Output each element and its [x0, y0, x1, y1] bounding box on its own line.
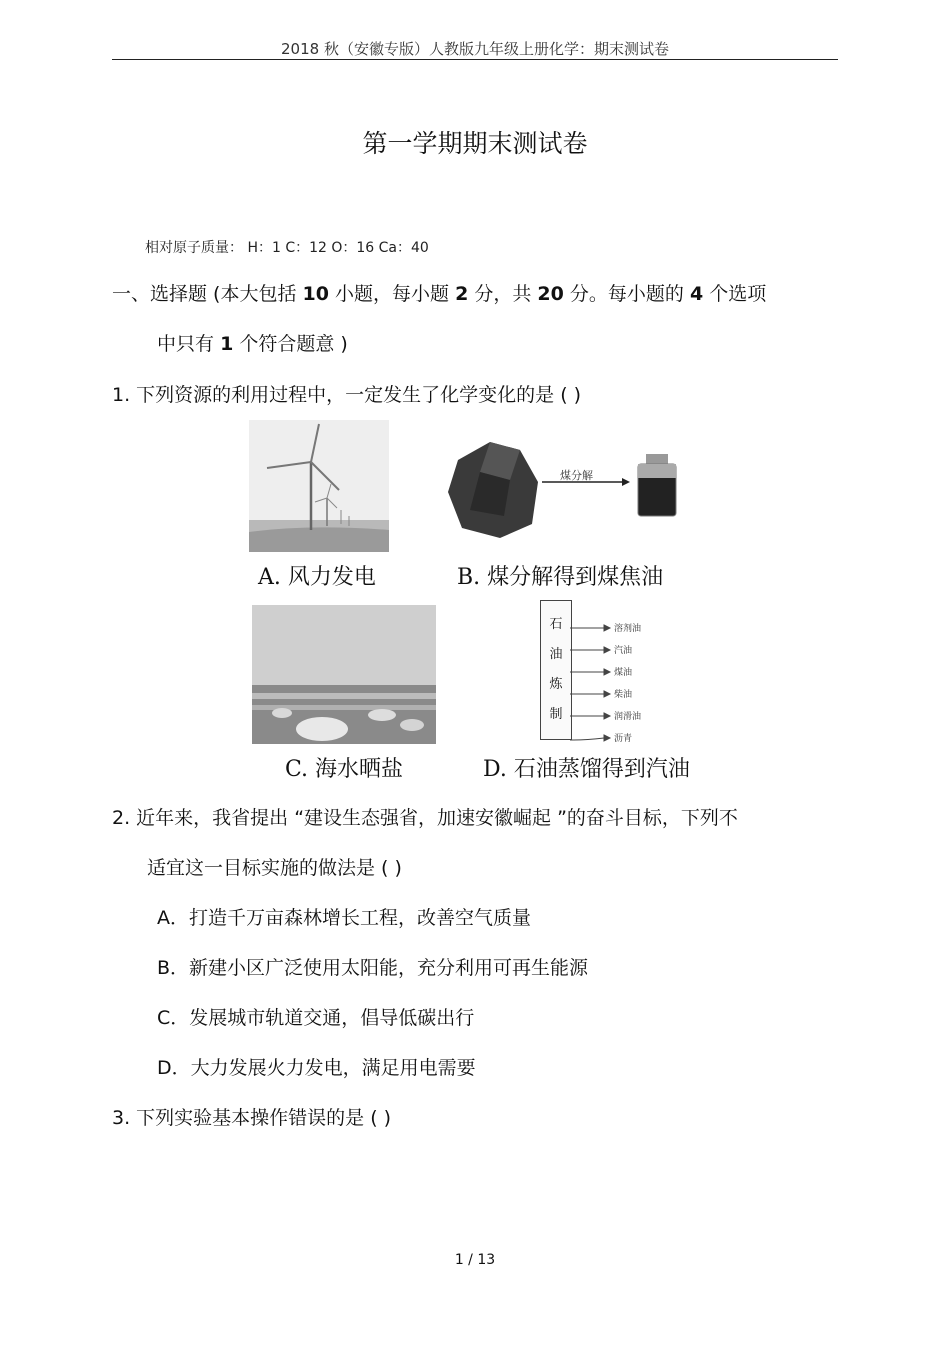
section-heading-line1: [112, 279, 766, 306]
oil-char-2: 油: [549, 647, 563, 662]
section-heading-part4: 分。每小题的: [569, 283, 684, 305]
caption-b: B. 煤分解得到煤焦油: [457, 565, 664, 590]
question-2-option-b: B．新建小区广泛使用太阳能，充分利用可再生能源: [157, 957, 589, 979]
wind-turbine-image: [249, 420, 389, 552]
atomic-mass-note: 相对原子质量： H：1 C：12 O：16 Ca：40: [145, 240, 429, 256]
section-heading-num10: 10: [302, 283, 329, 305]
section-heading-num4: 4: [689, 283, 704, 305]
oil-product-3: 煤油: [614, 668, 633, 678]
question-2-option-c: C．发展城市轨道交通，倡导低碳出行: [157, 1007, 475, 1029]
oil-product-6: 沥青: [614, 734, 633, 744]
question-3-text: 3. 下列实验基本操作错误的是 ( ): [112, 1107, 392, 1129]
question-2-option-a: A．打造千万亩森林增长工程，改善空气质量: [157, 907, 531, 929]
question-2-option-d: D．大力发展火力发电，满足用电需要: [157, 1057, 476, 1079]
salt-pan-image: [252, 605, 436, 744]
oil-char-1: 石: [549, 617, 563, 632]
running-header: 2018 秋（安徽专版）人教版九年级上册化学：期末测试卷: [281, 40, 669, 58]
oil-arrows: [570, 600, 612, 745]
coal-decomposition-image: [440, 420, 700, 552]
caption-d: D. 石油蒸馏得到汽油: [483, 757, 690, 782]
question-1-text: 1. 下列资源的利用过程中，一定发生了化学变化的是 ( ): [112, 384, 582, 406]
section-heading-part5: 个选项: [709, 283, 767, 305]
arrow-label: 煤分解: [560, 469, 593, 482]
section-heading-part1: 一、选择题 (本大包括: [112, 283, 297, 305]
section-heading-l2a: 中只有: [157, 333, 215, 355]
oil-product-5: 润滑油: [614, 712, 642, 722]
section-heading-num1: 1: [220, 333, 234, 355]
section-heading-line2: [157, 329, 348, 356]
caption-a: A. 风力发电: [258, 565, 376, 590]
question-2-line2: 适宜这一目标实施的做法是 ( ): [147, 857, 402, 879]
oil-product-2: 汽油: [614, 646, 633, 656]
oil-refining-box: [540, 600, 572, 740]
section-heading-part2: 小题，每小题: [335, 283, 450, 305]
page-number: 1 / 13: [454, 1252, 496, 1268]
page-title: 第一学期期末测试卷: [362, 129, 588, 158]
oil-char-3: 炼: [549, 677, 563, 692]
section-heading-num20: 20: [537, 283, 564, 305]
section-heading-part3: 分，共: [474, 283, 532, 305]
section-heading-l2b: 个符合题意 ): [239, 333, 348, 355]
oil-product-4: 柴油: [614, 690, 633, 700]
section-heading-num2: 2: [455, 283, 469, 305]
header-rule: [112, 59, 838, 60]
oil-char-4: 制: [549, 707, 563, 722]
oil-product-1: 溶剂油: [614, 624, 642, 634]
question-2-line1: 2. 近年来，我省提出 “建设生态强省，加速安徽崛起 ”的奋斗目标，下列不: [112, 807, 738, 829]
caption-c: C. 海水晒盐: [285, 757, 404, 782]
